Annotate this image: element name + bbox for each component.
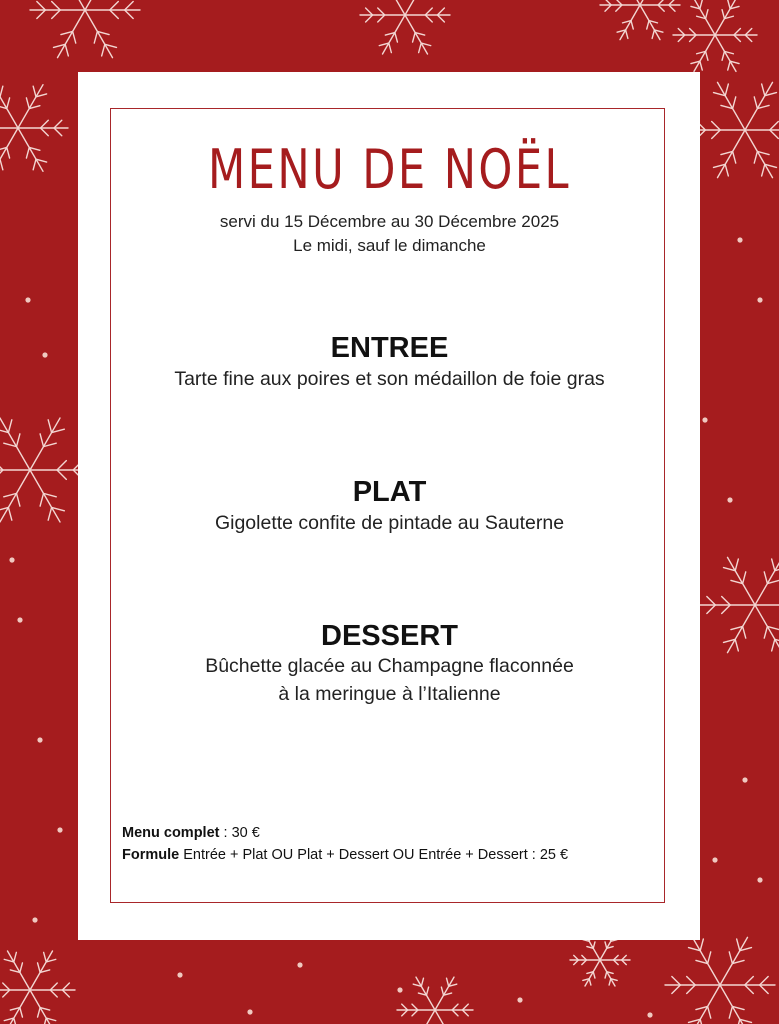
snowflake-icon bbox=[30, 0, 140, 58]
price-formule bbox=[122, 847, 568, 863]
snow-dot bbox=[712, 857, 717, 862]
snowflake-icon bbox=[673, 0, 757, 71]
menu-period: servi du 15 Décembre au 30 Décembre 2025 bbox=[219, 212, 560, 231]
snowflake-icon bbox=[397, 977, 473, 1024]
price-formula-value: Entrée + Plat OU Plat + Dessert OU Entrée + Dessert : 25 € bbox=[179, 847, 569, 863]
snow-dot bbox=[25, 297, 30, 302]
course-heading-entree: ENTREE bbox=[330, 332, 449, 364]
snowflake-icon bbox=[600, 0, 680, 40]
snow-dot bbox=[742, 777, 747, 782]
snow-dot bbox=[517, 997, 522, 1002]
snow-dot bbox=[9, 557, 14, 562]
course-heading-plat: PLAT bbox=[352, 476, 427, 508]
menu-title: MENU DE NOËL bbox=[207, 138, 572, 201]
menu-service-days: Le midi, sauf le dimanche bbox=[293, 236, 486, 255]
snowflake-icon bbox=[0, 951, 75, 1024]
snowflake-icon bbox=[0, 85, 68, 172]
course-dish-dessert-line2: à la meringue à l’Italienne bbox=[278, 683, 501, 705]
snow-dot bbox=[177, 972, 182, 977]
course-dish-plat: Gigolette confite de pintade au Sauterne bbox=[214, 512, 565, 534]
course-dish-entree: Tarte fine aux poires et son médaillon de foie gras bbox=[174, 368, 605, 390]
price-formula-label: Formule bbox=[122, 847, 180, 863]
snow-dot bbox=[247, 1009, 252, 1014]
snow-dot bbox=[297, 962, 302, 967]
price-complete-value: : 30 € bbox=[219, 825, 260, 841]
snowflake-icon bbox=[570, 934, 630, 986]
course-heading-dessert: DESSERT bbox=[321, 620, 458, 652]
price-menu-complet bbox=[122, 825, 260, 841]
snow-dot bbox=[702, 417, 707, 422]
snow-dot bbox=[647, 1012, 652, 1017]
snowflake-icon bbox=[360, 0, 450, 54]
snow-dot bbox=[757, 877, 762, 882]
snow-dot bbox=[37, 737, 42, 742]
snow-dot bbox=[32, 917, 37, 922]
snow-dot bbox=[397, 987, 402, 992]
course-dish-dessert-line1: Bûchette glacée au Champagne flaconnée bbox=[205, 655, 574, 677]
snowflake-icon bbox=[690, 82, 779, 177]
snow-dot bbox=[57, 827, 62, 832]
price-complete-label: Menu complet bbox=[122, 825, 220, 841]
snow-dot bbox=[757, 297, 762, 302]
snowflake-icon bbox=[665, 937, 775, 1024]
